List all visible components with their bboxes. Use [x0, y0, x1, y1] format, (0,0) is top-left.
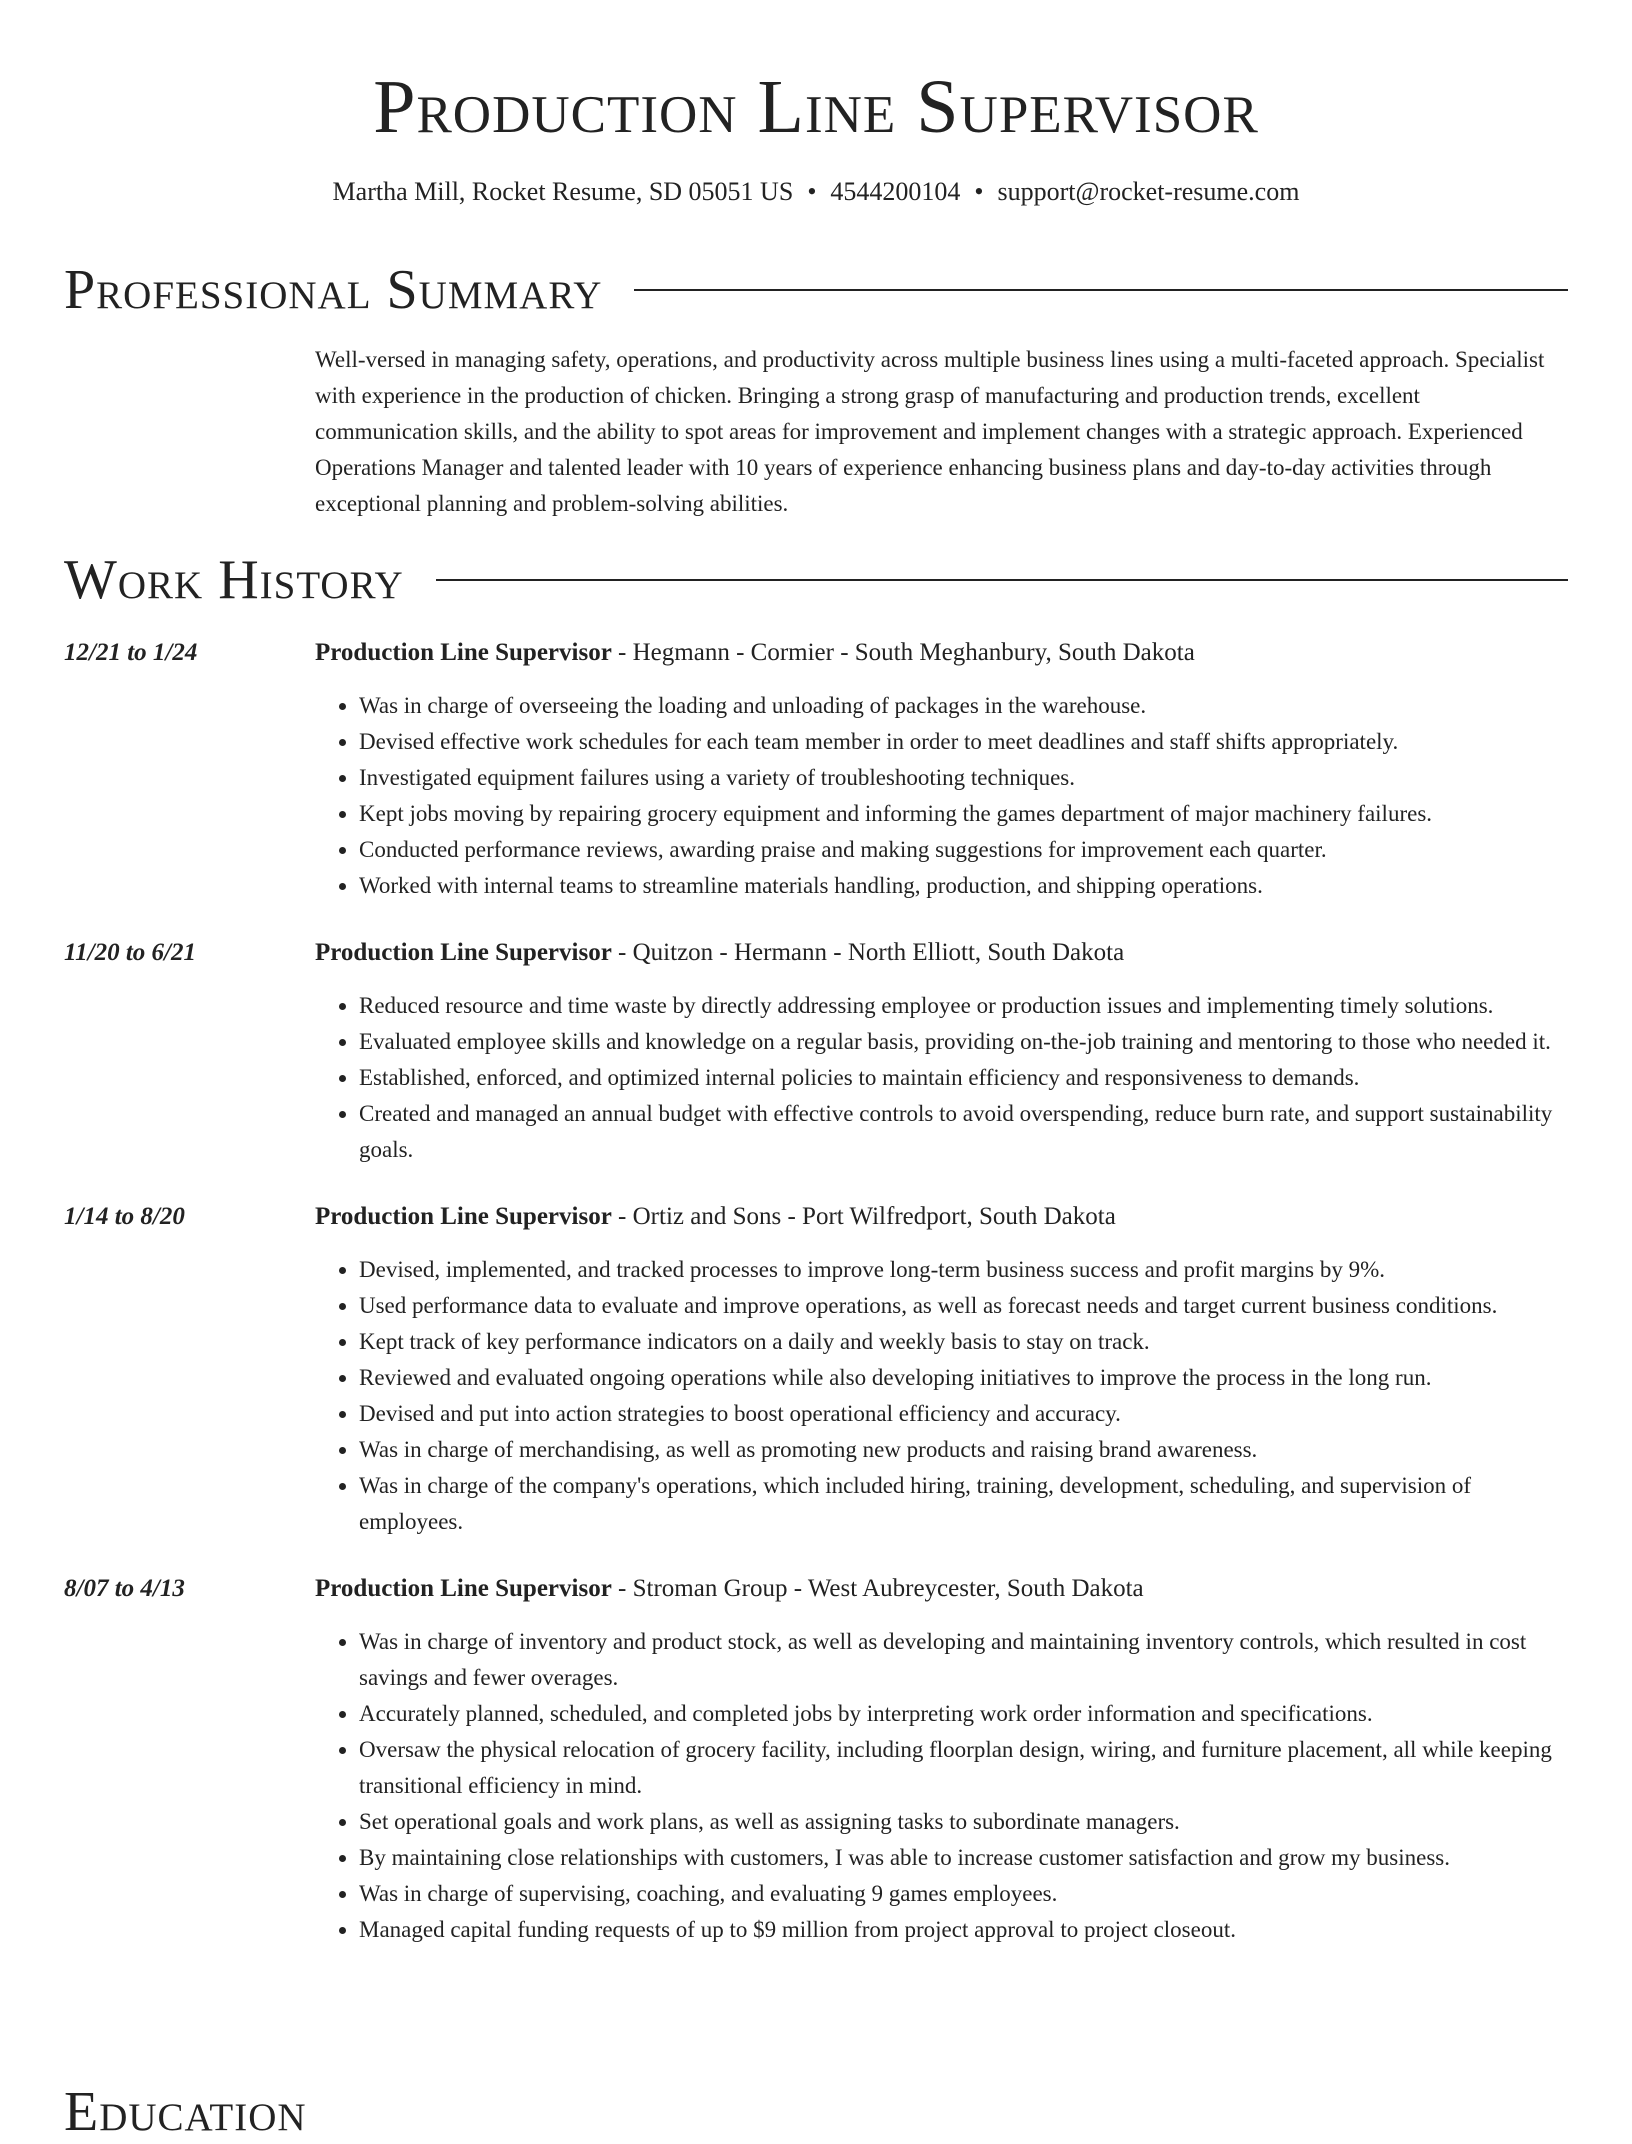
section-divider: [634, 289, 1568, 291]
job-dates: 1/14 to 8/20: [64, 1203, 185, 1230]
job-heading: [315, 1200, 1116, 1234]
contact-phone: 4544200104: [830, 177, 961, 206]
job-title: Production Line Supervisor: [315, 1575, 612, 1602]
summary-text: Well-versed in managing safety, operations, and productivity across multiple business lines using a multi-faceted approach. Specialist with experience in the production of chicken. Bringing a strong grasp of manufacturing and production trends, excellent communication skills, and the ability to spot areas for improvement and implement changes with a strategic approach. Experienced Operations Manager and talented leader with 10 years of experience enhancing business plans and day-to-day activities through exceptional planning and problem-solving abilities.: [315, 347, 1545, 516]
job-heading: [315, 936, 1124, 970]
summary-heading: Professional Summary: [64, 259, 603, 321]
job-dates: 11/20 to 6/21: [64, 939, 196, 966]
job-employer-location: - Hegmann - Cormier - South Meghanbury, South Dakota: [611, 639, 1195, 666]
job-header: [64, 636, 1568, 670]
job-heading: [315, 1572, 1144, 1606]
job-bullet: • Accurately planned, scheduled, and completed jobs by interpreting work order information and specifications.: [359, 1696, 1568, 1732]
job-entry: [64, 1200, 1568, 1540]
job-bullet: • Was in charge of overseeing the loading and unloading of packages in the warehouse.: [359, 688, 1568, 724]
job-bullet: • Oversaw the physical relocation of grocery facility, including floorplan design, wiring, and furniture placement, all while keeping transitional efficiency in mind.: [359, 1732, 1568, 1804]
job-bullet: • Set operational goals and work plans, as well as assigning tasks to subordinate managers.: [359, 1804, 1568, 1840]
job-bullet: • Reduced resource and time waste by directly addressing employee or production issues and implementing timely solutions.: [359, 988, 1568, 1024]
job-employer-location: - Ortiz and Sons - Port Wilfredport, South Dakota: [611, 1203, 1116, 1230]
job-bullet: • Was in charge of inventory and product stock, as well as developing and maintaining inventory controls, which resulted in cost savings and fewer overages.: [359, 1624, 1568, 1696]
job-heading: [315, 636, 1195, 670]
job-header: [64, 1572, 1568, 1606]
job-dates: 12/21 to 1/24: [64, 639, 198, 666]
job-employer-location: - Stroman Group - West Aubreycester, South Dakota: [611, 1575, 1144, 1602]
job-bullets: [315, 1252, 1568, 1540]
job-entry: [64, 936, 1568, 1168]
job-bullet: • Worked with internal teams to streamline materials handling, production, and shipping operations.: [359, 868, 1568, 904]
job-header: [64, 936, 1568, 970]
education-heading: Education: [64, 2081, 307, 2143]
job-bullet: • Devised effective work schedules for each team member in order to meet deadlines and staff shifts appropriately.: [359, 724, 1568, 760]
job-bullet: • Investigated equipment failures using a variety of troubleshooting techniques.: [359, 760, 1568, 796]
work-history-list: [0, 636, 1632, 1948]
job-bullet: • Was in charge of supervising, coaching, and evaluating 9 games employees.: [359, 1876, 1568, 1912]
job-bullet: • Established, enforced, and optimized internal policies to maintain efficiency and responsiveness to demands.: [359, 1060, 1568, 1096]
job-bullet: • Kept track of key performance indicators on a daily and weekly basis to stay on track.: [359, 1324, 1568, 1360]
education-section-header: [64, 2080, 307, 2144]
contact-address: Martha Mill, Rocket Resume, SD 05051 US: [332, 177, 794, 206]
section-divider: [436, 579, 1568, 581]
job-bullets: [315, 1624, 1568, 1948]
job-bullet: • By maintaining close relationships with customers, I was able to increase customer satisfaction and grow my business.: [359, 1840, 1568, 1876]
job-bullet: • Devised, implemented, and tracked processes to improve long-term business success and profit margins by 9%.: [359, 1252, 1568, 1288]
job-bullet: • Was in charge of the company's operations, which included hiring, training, development, scheduling, and supervision of employees.: [359, 1468, 1568, 1540]
work-section-header: [64, 548, 1568, 612]
summary-section-header: [64, 258, 1568, 322]
job-title: Production Line Supervisor: [315, 1203, 612, 1230]
job-bullet: • Devised and put into action strategies to boost operational efficiency and accuracy.: [359, 1396, 1568, 1432]
job-bullet: • Created and managed an annual budget with effective controls to avoid overspending, reduce burn rate, and support sustainability goals.: [359, 1096, 1568, 1168]
job-title: Production Line Supervisor: [315, 639, 612, 666]
contact-separator: •: [974, 177, 984, 206]
job-title: Production Line Supervisor: [315, 939, 612, 966]
resume-name: Production Line Supervisor: [373, 65, 1259, 149]
job-header: [64, 1200, 1568, 1234]
job-entry: [64, 636, 1568, 904]
job-bullet: • Reviewed and evaluated ongoing operations while also developing initiatives to improve the process in the long run.: [359, 1360, 1568, 1396]
job-bullet: • Kept jobs moving by repairing grocery equipment and informing the games department of major machinery failures.: [359, 796, 1568, 832]
job-bullet: • Evaluated employee skills and knowledge on a regular basis, providing on-the-job training and mentoring to those who needed it.: [359, 1024, 1568, 1060]
job-dates: 8/07 to 4/13: [64, 1575, 185, 1602]
job-bullets: [315, 688, 1568, 904]
job-bullet: • Conducted performance reviews, awarding praise and making suggestions for improvement each quarter.: [359, 832, 1568, 868]
contact-line: [0, 176, 1632, 208]
job-entry: [64, 1572, 1568, 1948]
job-bullet: • Managed capital funding requests of up to $9 million from project approval to project closeout.: [359, 1912, 1568, 1948]
job-bullets: [315, 988, 1568, 1168]
work-heading: Work History: [64, 549, 404, 611]
contact-separator: •: [807, 177, 817, 206]
job-bullet: • Used performance data to evaluate and improve operations, as well as forecast needs and target current business conditions.: [359, 1288, 1568, 1324]
contact-email: support@rocket-resume.com: [997, 177, 1300, 206]
job-bullet: • Was in charge of merchandising, as well as promoting new products and raising brand awareness.: [359, 1432, 1568, 1468]
job-employer-location: - Quitzon - Hermann - North Elliott, South Dakota: [611, 939, 1125, 966]
